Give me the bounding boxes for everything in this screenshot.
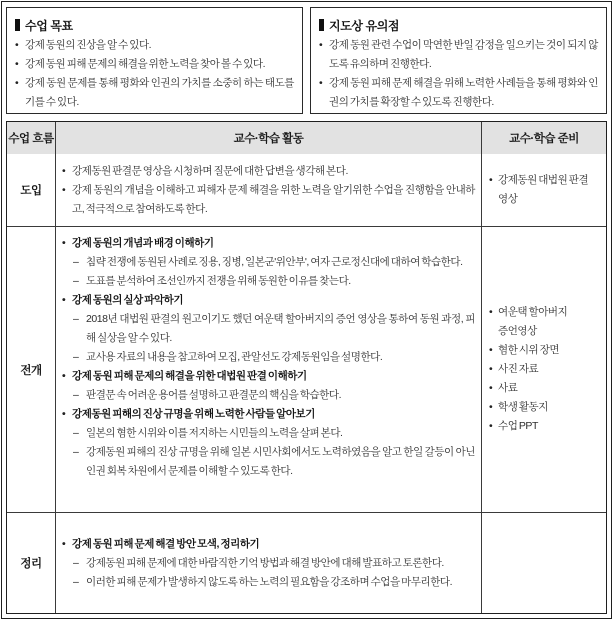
activity-item-text: 교사용 자료의 내용을 참고하여 모집, 관알선도 강제동원임을 설명한다. xyxy=(86,351,383,363)
activity-item xyxy=(62,162,475,181)
activity-item xyxy=(62,367,475,386)
table-row-도입 xyxy=(7,154,606,226)
materials-cell xyxy=(482,227,606,512)
bullet-marker-icon: • xyxy=(319,77,323,89)
note-item xyxy=(319,74,598,112)
activity-item-text: 일본의 혐한 시위와 이를 저지하는 시민들의 노력을 살펴 본다. xyxy=(86,427,343,439)
objectives-list xyxy=(15,36,294,112)
material-item-text: 강제동원 대법원 판결 영상 xyxy=(498,174,589,205)
objective-item xyxy=(15,55,294,74)
activity-item-text: 강제동원 피해 문제에 대한 바람직한 기억 방법과 해결 방안에 대해 발표하고 토론한다. xyxy=(86,556,444,569)
activities-cell xyxy=(56,154,482,226)
material-item xyxy=(489,398,599,417)
materials-cell xyxy=(482,154,606,226)
lesson-flow-table xyxy=(6,121,607,614)
bullet-marker-icon: • xyxy=(489,344,493,356)
objective-item xyxy=(15,36,294,55)
bullet-marker-icon: • xyxy=(15,39,19,51)
materials-cell xyxy=(482,513,606,613)
activity-item xyxy=(62,386,475,405)
header-boxes xyxy=(6,7,607,114)
table-row-정리 xyxy=(7,512,606,613)
activity-item-text: 강제동원 피해의 진상 규명을 위해 일본 시민사회에서도 노력하였음을 알고 한일 갈등이 아닌 인권 회복 차원에서 문제를 이해할 수 있도록 한다. xyxy=(86,446,475,477)
objectives-title xyxy=(15,14,294,36)
material-item-text: 사료 xyxy=(498,382,518,394)
material-item-text: 수업 PPT xyxy=(498,420,538,432)
material-item xyxy=(489,379,599,398)
bullet-marker-icon: • xyxy=(62,370,66,382)
activity-item xyxy=(62,348,475,367)
activities-cell xyxy=(56,513,482,613)
dash-marker-icon: – xyxy=(73,351,79,363)
note-item-text: 강제 동원 피해 문제 해결을 위해 노력한 사례들을 통해 평화와 인권의 가치를 확장할 수 있도록 진행한다. xyxy=(329,77,598,108)
activity-item-text: 강제 동원 피해 문제의 해결을 위한 대법원 판결 이해하기 xyxy=(72,370,307,382)
material-item-text: 혐한 시위 장면 xyxy=(498,344,560,356)
bullet-marker-icon: • xyxy=(62,183,66,196)
objective-item-text: 강제 동원 문제를 통해 평화와 인권의 가치를 소중히 하는 태도를 기를 수 있다. xyxy=(25,77,294,108)
activity-item xyxy=(62,310,475,348)
material-item-text: 여운택 할아버지 증언영상 xyxy=(498,306,568,337)
stage-label: 도입 xyxy=(7,154,56,226)
objective-item xyxy=(15,74,294,112)
material-item xyxy=(489,417,599,436)
activity-item xyxy=(62,573,475,592)
table-header-row xyxy=(7,122,606,154)
column-header-materials: 교수·학습 준비 xyxy=(509,133,579,145)
activity-item-text: 침략 전쟁에 동원된 사례로 징용, 징병, 일본군'위안부', 여자 근로정신대에 대하여 학습한다. xyxy=(86,256,463,268)
activity-item xyxy=(62,253,475,272)
bullet-marker-icon: • xyxy=(15,77,19,89)
activity-item-text: 강제동원 피해의 진상 규명을 위해 노력한 사람들 알아보기 xyxy=(72,408,315,420)
bullet-marker-icon: • xyxy=(62,237,66,249)
column-header-activities: 교수·학습 활동 xyxy=(56,122,482,154)
stage-label: 정리 xyxy=(7,513,56,613)
dash-marker-icon: – xyxy=(73,275,79,287)
activities-cell xyxy=(56,227,482,512)
bullet-marker-icon: • xyxy=(62,294,66,306)
column-header-flow: 수업 흐름 xyxy=(7,122,56,154)
dash-marker-icon: – xyxy=(73,389,79,401)
dash-marker-icon: – xyxy=(73,575,79,588)
note-item xyxy=(319,36,598,74)
activity-item-text: 도표를 분석하여 조선인까지 전쟁을 위해 동원한 이유를 찾는다. xyxy=(86,275,351,287)
bullet-marker-icon: • xyxy=(489,420,493,432)
bullet-marker-icon: • xyxy=(62,164,66,177)
notes-box xyxy=(310,7,607,114)
activity-item xyxy=(62,405,475,424)
objectives-title-label: 수업 목표 xyxy=(25,18,73,33)
material-item xyxy=(489,360,599,379)
notes-list xyxy=(319,36,598,112)
material-item xyxy=(489,171,599,209)
activity-item-text: 이러한 피해 문제가 발생하지 않도록 하는 노력의 필요함을 강조하며 수업을 마무리한다. xyxy=(86,575,453,588)
activity-item-text: 강제 동원의 개념과 배경 이해하기 xyxy=(72,237,214,249)
bullet-marker-icon: • xyxy=(489,382,493,394)
activity-item xyxy=(62,554,475,573)
table-row-전개 xyxy=(7,226,606,512)
bullet-marker-icon: • xyxy=(62,408,66,420)
dash-marker-icon: – xyxy=(73,446,79,458)
material-item xyxy=(489,303,599,341)
activity-item-text: 2018년 대법원 판결의 원고이기도 했던 여운택 할아버지의 증언 영상을 통하여 동원 과정, 피해 실상을 알 수 있다. xyxy=(86,313,475,344)
dash-marker-icon: – xyxy=(73,427,79,439)
activity-item-text: 강제 동원의 실상 파악하기 xyxy=(72,294,184,306)
dash-marker-icon: – xyxy=(73,256,79,268)
dash-marker-icon: – xyxy=(73,556,79,569)
objective-item-text: 강제 동원의 진상을 알 수 있다. xyxy=(25,39,152,51)
page-frame xyxy=(1,1,612,619)
bullet-marker-icon: • xyxy=(319,39,323,51)
activity-item xyxy=(62,424,475,443)
material-item-text: 학생 활동지 xyxy=(498,401,548,413)
bullet-marker-icon: • xyxy=(489,174,493,186)
activity-item xyxy=(62,234,475,253)
objective-item-text: 강제 동원 피해 문제의 해결을 위한 노력을 찾아 볼 수 있다. xyxy=(25,58,266,70)
section-marker-icon xyxy=(319,19,324,31)
activity-item xyxy=(62,535,475,554)
section-marker-icon xyxy=(15,19,20,31)
notes-title xyxy=(319,14,598,36)
bullet-marker-icon: • xyxy=(489,306,493,318)
activity-item-text: 강제 동원 피해 문제 해결 방안 모색, 정리하기 xyxy=(72,537,260,550)
stage-label: 전개 xyxy=(7,227,56,512)
activity-item xyxy=(62,443,475,481)
material-item-text: 사진 자료 xyxy=(498,363,539,375)
bullet-marker-icon: • xyxy=(15,58,19,70)
activity-item-text: 판결문 속 어려운 용어를 설명하고 판결문의 핵심을 학습한다. xyxy=(86,389,342,401)
activity-item xyxy=(62,291,475,310)
bullet-marker-icon: • xyxy=(62,537,66,550)
notes-title-label: 지도상 유의점 xyxy=(329,18,400,33)
material-item xyxy=(489,341,599,360)
objectives-box xyxy=(6,7,303,114)
activity-item xyxy=(62,272,475,291)
activity-item xyxy=(62,181,475,219)
activity-item-text: 강제 동원의 개념을 이해하고 피해자 문제 해결을 위한 노력을 알기위한 수업을 진행함을 안내하고, 적극적으로 참여하도록 한다. xyxy=(72,183,475,215)
bullet-marker-icon: • xyxy=(489,401,493,413)
note-item-text: 강제 동원 관련 수업이 막연한 반일 감정을 일으키는 것이 되지 않도록 유의하며 진행한다. xyxy=(329,39,598,70)
dash-marker-icon: – xyxy=(73,313,79,325)
activity-item-text: 강제동원 판결문 영상을 시청하며 질문에 대한 답변을 생각해 본다. xyxy=(72,164,348,177)
bullet-marker-icon: • xyxy=(489,363,493,375)
